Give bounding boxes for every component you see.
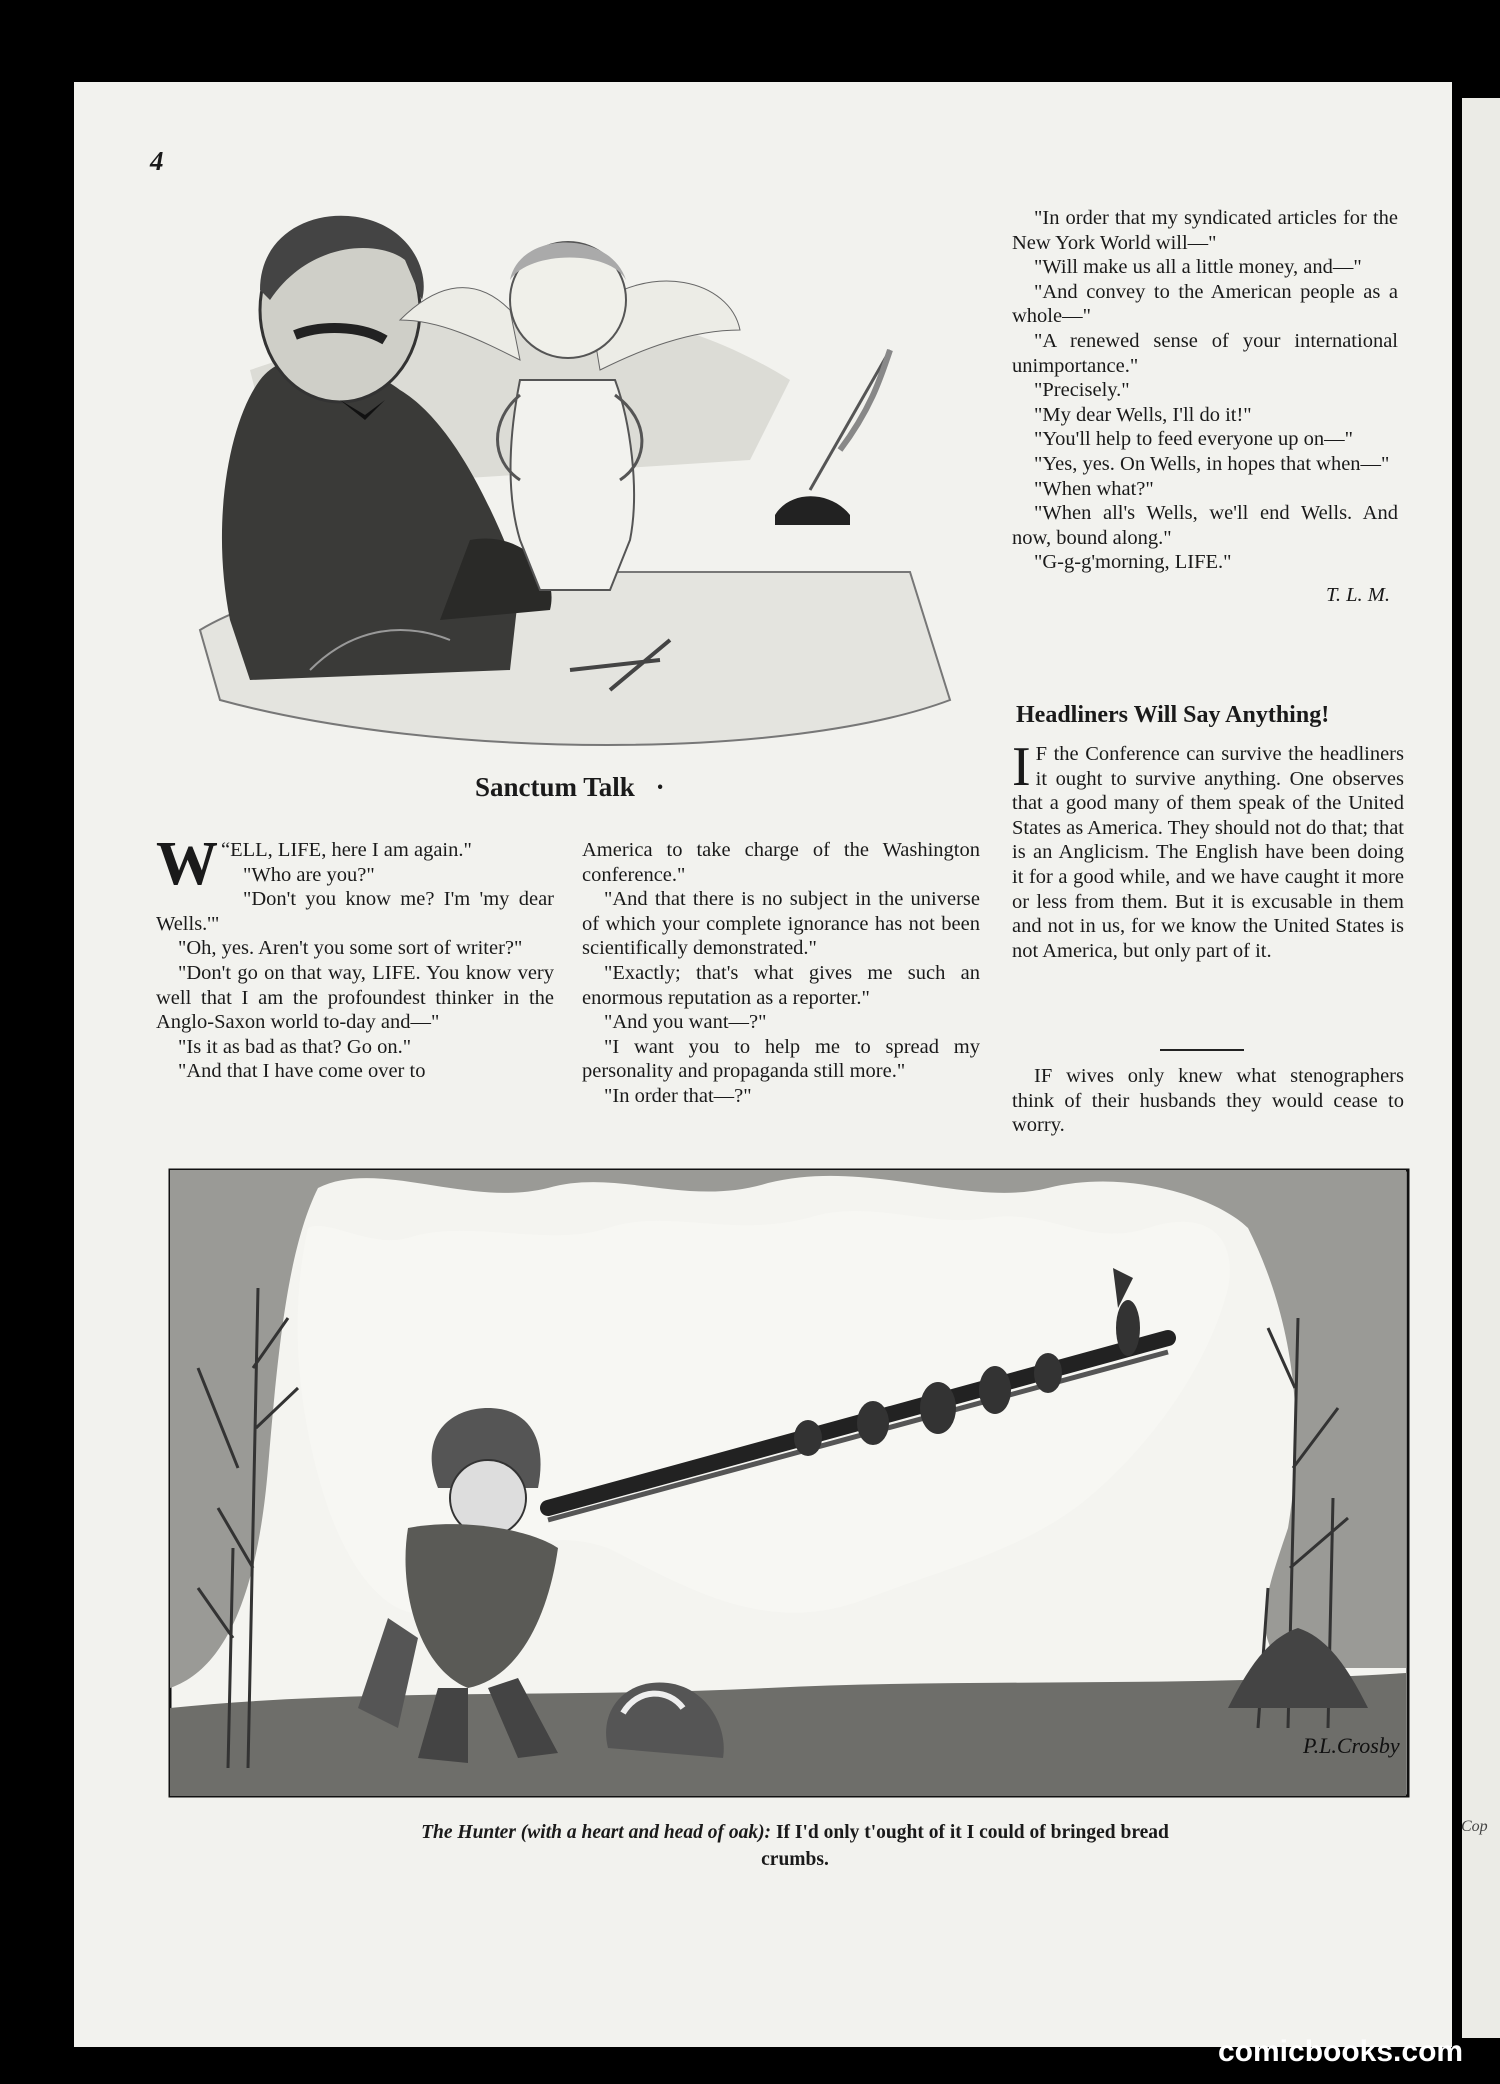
drop-cap: W [156, 830, 218, 898]
paragraph: IF wives only knew what stenographers think of their husbands they would cease to worry. [1012, 1065, 1404, 1137]
sanctum-column-1 [156, 830, 554, 1084]
wells-cupid-illustration [190, 200, 970, 760]
paragraph: "When all's Wells, we'll end Wells. And now, bound along." [1012, 502, 1398, 549]
paragraph: "And you want—?" [604, 1011, 767, 1034]
paragraph: "Will make us all a little money, and—" [1034, 256, 1362, 279]
paragraph: "And that I have come over to [178, 1060, 426, 1083]
paragraph: "In order that—?" [604, 1084, 752, 1107]
author-signature: T. L. M. [1326, 583, 1390, 606]
paragraph: "I want you to help me to spread my personality and propaganda still more." [582, 1035, 980, 1083]
paragraph: "Precisely." [1034, 379, 1130, 402]
paragraph: "My dear Wells, I'll do it!" [1034, 403, 1252, 426]
paragraph: "Yes, yes. On Wells, in hopes that when—" [1034, 452, 1390, 475]
next-page-edge [1462, 98, 1500, 2038]
paragraph: "Exactly; that's what gives me such an enormous reputation as a reporter." [582, 961, 980, 1009]
paragraph: "G-g-g'morning, LIFE." [1034, 551, 1232, 574]
sanctum-column-3 [1012, 206, 1398, 608]
paragraph: "Don't go on that way, LIFE. You know very well that I am the profoundest thinker in the Anglo-Saxon world to-day and—" [156, 961, 554, 1034]
next-page-fragment: Cop [1461, 1818, 1488, 1835]
paragraph: "Don't you know me? I'm 'my dear Wells.'" [156, 888, 554, 935]
paragraph: "Is it as bad as that? Go on." [178, 1035, 412, 1058]
paragraph: "When what?" [1034, 477, 1154, 500]
paragraph: "A renewed sense of your international unimportance." [1012, 329, 1398, 377]
paragraph: “ W ELL, LIFE, here I am again." [156, 830, 472, 898]
drop-cap: I [1012, 736, 1031, 798]
paragraph: I F the Conference can survive the headliners it ought to survive anything. One observes that a good many of them speak of the United States as America. They should not do that; that is an Anglicism. The English have been doing it for a good while, and we have caught it more or less from them. But it is excusable in them and not in us, for we know the United States is not America, but only part of it. [1012, 736, 1404, 962]
sanctum-column-2 [582, 838, 980, 1109]
paragraph: "And convey to the American people as a whole—" [1012, 280, 1398, 328]
paragraph: America to take charge of the Washington conference." [582, 839, 980, 886]
paragraph: "Who are you?" [243, 863, 375, 886]
paragraph: "In order that my syndicated articles for the New York World will—" [1012, 207, 1398, 254]
headliners-article [1012, 736, 1404, 963]
headliners-heading: Headliners Will Say Anything! [1016, 702, 1330, 728]
artist-signature: P.L.Crosby [1303, 1733, 1400, 1758]
paragraph: "And that there is no subject in the universe of which your complete ignorance has not been scientifically demonstrated." [582, 888, 980, 960]
paragraph: "You'll help to feed everyone up on—" [1034, 428, 1353, 451]
page-number: 4 [150, 146, 164, 176]
wives-paragraph [1012, 1064, 1404, 1138]
watermark: comicbooks.com [1218, 2035, 1464, 2068]
section-divider [1160, 1049, 1244, 1051]
paragraph: "Oh, yes. Aren't you some sort of writer?" [178, 937, 523, 960]
sanctum-talk-title: Sanctum Talk · [475, 772, 665, 802]
hunter-cartoon [168, 1168, 1410, 1798]
cartoon-caption: The Hunter (with a heart and head of oak): If I'd only t'ought of it I could of bringed bread crumbs. [421, 1822, 1169, 1870]
